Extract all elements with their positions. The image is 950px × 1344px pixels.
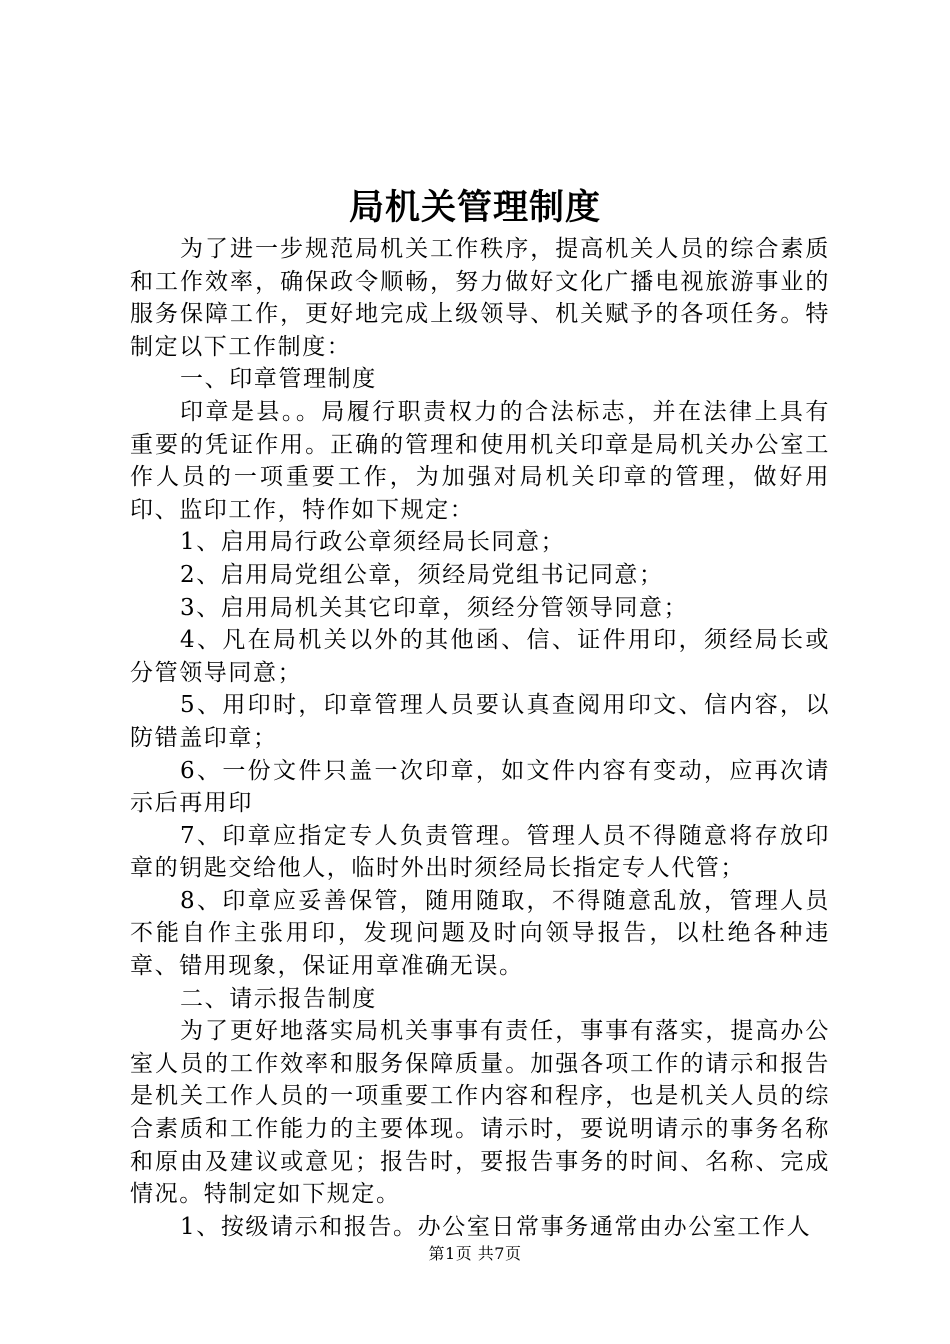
rule-item: 4、凡在局机关以外的其他函、信、证件用印，须经局长或分管领导同意；	[130, 627, 830, 686]
rule-item: 5、用印时，印章管理人员要认真查阅用印文、信内容，以防错盖印章；	[130, 692, 830, 751]
paragraph-report-intro: 为了更好地落实局机关事事有责任，事事有落实，提高办公室人员的工作效率和服务保障质量。加强各项工作的请示和报告是机关工作人员的一项重要工作内容和程序，也是机关人员的综合素质和工作能力的主要体现。请示时，要说明请示的事务名称和原由及建议或意见；报告时，要报告事务的时间、名称、完成情况。特制定如下规定。	[130, 1018, 830, 1208]
paragraph-intro: 为了进一步规范局机关工作秩序，提高机关人员的综合素质和工作效率，确保政令顺畅，努力做好文化广播电视旅游事业的服务保障工作，更好地完成上级领导、机关赋予的各项任务。特制定以下工作制度：	[130, 236, 830, 360]
rule-item: 1、启用局行政公章须经局长同意；	[180, 529, 566, 556]
document-body	[130, 233, 830, 1243]
rule-item: 1、按级请示和报告。办公室日常事务通常由办公室工作人	[180, 1213, 812, 1240]
rule-item: 6、一份文件只盖一次印章，如文件内容有变动，应再次请示后再用印	[130, 757, 830, 817]
section-heading-report: 二、请示报告制度	[180, 985, 377, 1012]
rule-item: 3、启用局机关其它印章，须经分管领导同意；	[180, 594, 689, 621]
rule-item: 7、印章应指定专人负责管理。管理人员不得随意将存放印章的钥匙交给他人，临时外出时须经局长指定专人代管；	[130, 822, 830, 882]
section-heading-seal: 一、印章管理制度	[180, 366, 377, 393]
rule-item: 2、启用局党组公章，须经局党组书记同意；	[180, 561, 664, 588]
paragraph-seal-intro: 印章是县。。局履行职责权力的合法标志，并在法律上具有重要的凭证作用。正确的管理和使用机关印章是局机关办公室工作人员的一项重要工作，为加强对局机关印章的管理，做好用印、监印工作，特作如下规定：	[130, 398, 830, 523]
rule-item: 8、印章应妥善保管，随用随取，不得随意乱放，管理人员不能自作主张用印，发现问题及时向领导报告，以杜绝各种违章、错用现象，保证用章准确无误。	[130, 887, 830, 980]
page-number: 第1页 共7页	[428, 1244, 522, 1263]
document-title: 局机关管理制度	[348, 187, 601, 228]
